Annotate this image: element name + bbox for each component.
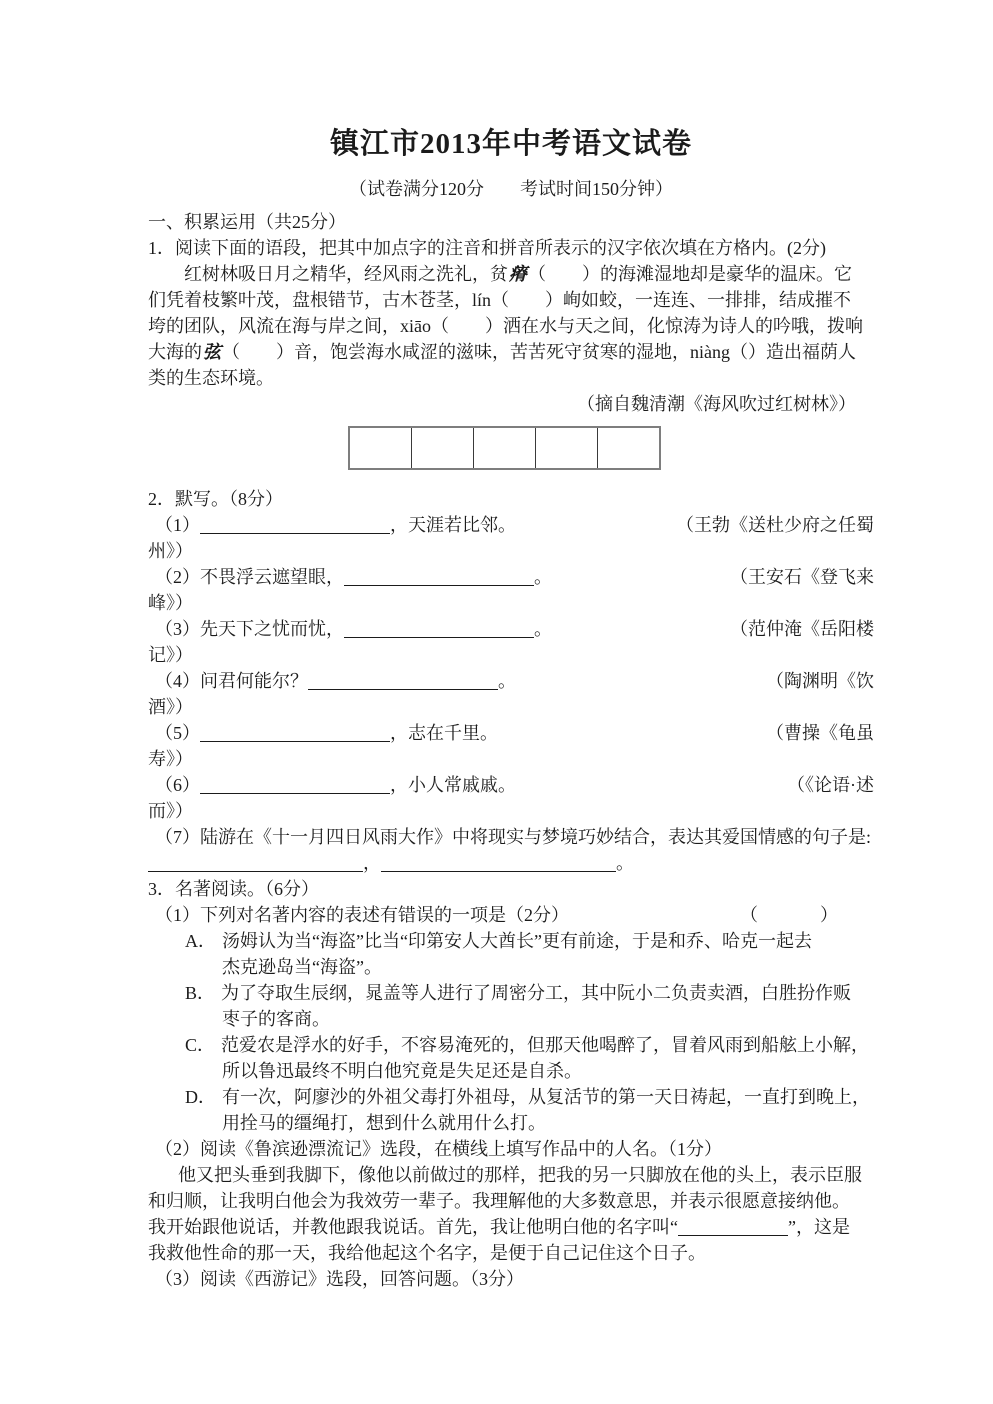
q2-item-text: （2）不畏浮云遮望眼， 。 — [155, 567, 552, 587]
q2-item-text: （3）先天下之忧而忧， 。 — [155, 619, 552, 639]
answer-blank — [344, 620, 534, 638]
option-label: B． — [185, 983, 216, 1003]
answer-grid-row — [349, 427, 660, 469]
citation: （范仲淹《岳阳楼 — [730, 619, 874, 639]
option-label: D． — [185, 1087, 216, 1107]
option-text: 有一次，阿廖沙的外祖父毒打外祖母，从复活节的第一天日祷起，一直打到晚上， — [222, 1087, 870, 1107]
answer-blank — [308, 672, 498, 690]
dotted-char-ji: 瘠 — [509, 264, 527, 284]
answer-blank — [200, 724, 390, 742]
exam-meta: （试卷满分120分 考试时间150分钟） — [349, 179, 673, 199]
answer-grid-cell — [412, 427, 474, 469]
option-text: 汤姆认为当“海盗”比当“印第安人大酋长”更有前途，于是和乔、哈克一起去 — [222, 931, 812, 951]
q3-heading: 3．名著阅读。（6分） — [148, 879, 319, 899]
q2-item-7-prompt: （7）陆游在《十一月四日风雨大作》中将现实与梦境巧妙结合，表达其爱国情感的句子是: — [155, 827, 871, 847]
citation: （王勃《送杜少府之任蜀 — [676, 515, 874, 535]
excerpt-text: ”，这是 — [788, 1217, 850, 1237]
q2-item-text: （6） ，小人常戚戚。 — [155, 775, 516, 795]
answer-blank — [200, 776, 390, 794]
q2-item-4 — [148, 668, 874, 694]
option-label: C． — [185, 1035, 216, 1055]
q2-item-2 — [148, 564, 874, 590]
option-d-line2: 用拴马的缰绳打，想到什么就用什么打。 — [222, 1113, 546, 1133]
option-d-line1 — [148, 1084, 874, 1110]
q2-item-3 — [148, 616, 874, 642]
citation-continuation: 酒》） — [148, 697, 193, 717]
excerpt-line-3 — [148, 1214, 874, 1240]
exam-title: 镇江市2013年中考语文试卷 — [329, 128, 692, 160]
option-c-line2: 所以鲁迅最终不明白他究竟是失足还是自杀。 — [222, 1061, 582, 1081]
answer-grid-cell — [598, 427, 661, 469]
option-b-line2: 枣子的客商。 — [222, 1009, 330, 1029]
option-c-line1 — [148, 1032, 874, 1058]
excerpt-line-1: 他又把头垂到我脚下，像他以前做过的那样，把我的另一只脚放在他的头上，表示臣服 — [178, 1165, 862, 1185]
q2-item-1 — [148, 512, 874, 538]
period: 。 — [616, 853, 634, 873]
dotted-char-xian: 弦 — [203, 342, 221, 362]
q3-sub3-prompt: （3）阅读《西游记》选段，回答问题。（3分） — [155, 1269, 524, 1289]
passage-attribution: （摘自魏清潮《海风吹过红树林》） — [577, 394, 856, 414]
citation-continuation: 寿》） — [148, 749, 193, 769]
passage-line-2: 们凭着枝繁叶茂，盘根错节，古木苍茎，lín（ ）峋如蛟，一连连、一排排，结成摧不 — [148, 290, 851, 310]
citation: （曹操《龟虽 — [766, 723, 874, 743]
citation: （陶渊明《饮 — [766, 671, 874, 691]
q2-item-7-blanks — [148, 850, 874, 876]
answer-brackets: （ ） — [740, 905, 840, 925]
citation: （《论语·述 — [787, 775, 874, 795]
answer-grid-cell — [474, 427, 536, 469]
q2-item-text: （5） ，志在千里。 — [155, 723, 498, 743]
option-text: 范爱农是浮水的好手，不容易淹死的，但那天他喝醉了，冒着风雨到船舷上小解， — [221, 1035, 870, 1055]
q3-sub1-prompt: （1）下列对名著内容的表述有错误的一项是（2分） — [155, 905, 569, 925]
option-a-line2: 杰克逊岛当“海盗”。 — [222, 957, 382, 977]
passage-text: （ ）音，饱尝海水咸涩的滋味，苦苦死守贫寒的湿地，niàng（）造出福荫人 — [222, 342, 856, 362]
citation-continuation: 记》） — [148, 645, 193, 665]
q2-item-5 — [148, 720, 874, 746]
answer-grid — [348, 426, 661, 470]
q2-heading: 2．默写。（8分） — [148, 489, 283, 509]
citation-continuation: 州》） — [148, 541, 193, 561]
passage-text: （ ）的海滩湿地却是豪华的温床。它 — [528, 264, 852, 284]
q2-item-text: （4）问君何能尔？ 。 — [155, 671, 516, 691]
citation-continuation: 峰》） — [148, 593, 193, 613]
q1-prompt: 1．阅读下面的语段，把其中加点字的注音和拼音所表示的汉字依次填在方格内。(2分) — [148, 238, 826, 258]
answer-blank — [381, 854, 616, 872]
q3-sub1-prompt-row — [148, 902, 874, 928]
separator: ， — [363, 853, 381, 873]
passage-line-5: 类的生态环境。 — [148, 368, 274, 388]
option-a-line1 — [148, 928, 874, 954]
page-content — [148, 0, 874, 1292]
passage-text: 红树林吸日月之精华，经风雨之洗礼，贫 — [184, 264, 508, 284]
option-b-line1 — [148, 980, 874, 1006]
q2-item-6 — [148, 772, 874, 798]
citation: （王安石《登飞来 — [730, 567, 874, 587]
citation-continuation: 而》） — [148, 801, 193, 821]
answer-blank — [148, 854, 363, 872]
excerpt-line-2: 和归顺，让我明白他会为我效劳一辈子。我理解他的大多数意思，并表示很愿意接纳他。 — [148, 1191, 850, 1211]
answer-grid-cell — [536, 427, 598, 469]
q3-sub2-prompt: （2）阅读《鲁滨逊漂流记》选段，在横线上填写作品中的人名。（1分） — [155, 1139, 722, 1159]
answer-grid-cell — [349, 427, 412, 469]
excerpt-text: 我开始跟他说话，并教他跟我说话。首先，我让他明白他的名字叫“ — [148, 1217, 678, 1237]
passage-line-3: 垮的团队，风流在海与岸之间，xiāo（ ）洒在水与天之间，化惊涛为诗人的吟哦，拨响 — [148, 316, 863, 336]
answer-blank — [344, 568, 534, 586]
answer-blank — [200, 516, 390, 534]
passage-line-1 — [148, 261, 874, 287]
option-text: 为了夺取生辰纲，晁盖等人进行了周密分工，其中阮小二负责卖酒，白胜扮作贩 — [221, 983, 852, 1003]
option-label: A． — [185, 931, 216, 951]
answer-blank — [678, 1218, 788, 1236]
passage-text: 大海的 — [148, 342, 202, 362]
q2-item-text: （1） ，天涯若比邻。 — [155, 515, 516, 535]
section1-heading: 一、积累运用（共25分） — [148, 212, 346, 232]
excerpt-line-4: 我救他性命的那一天，我给他起这个名字，是便于自己记住这个日子。 — [148, 1243, 706, 1263]
passage-line-4 — [148, 339, 874, 365]
